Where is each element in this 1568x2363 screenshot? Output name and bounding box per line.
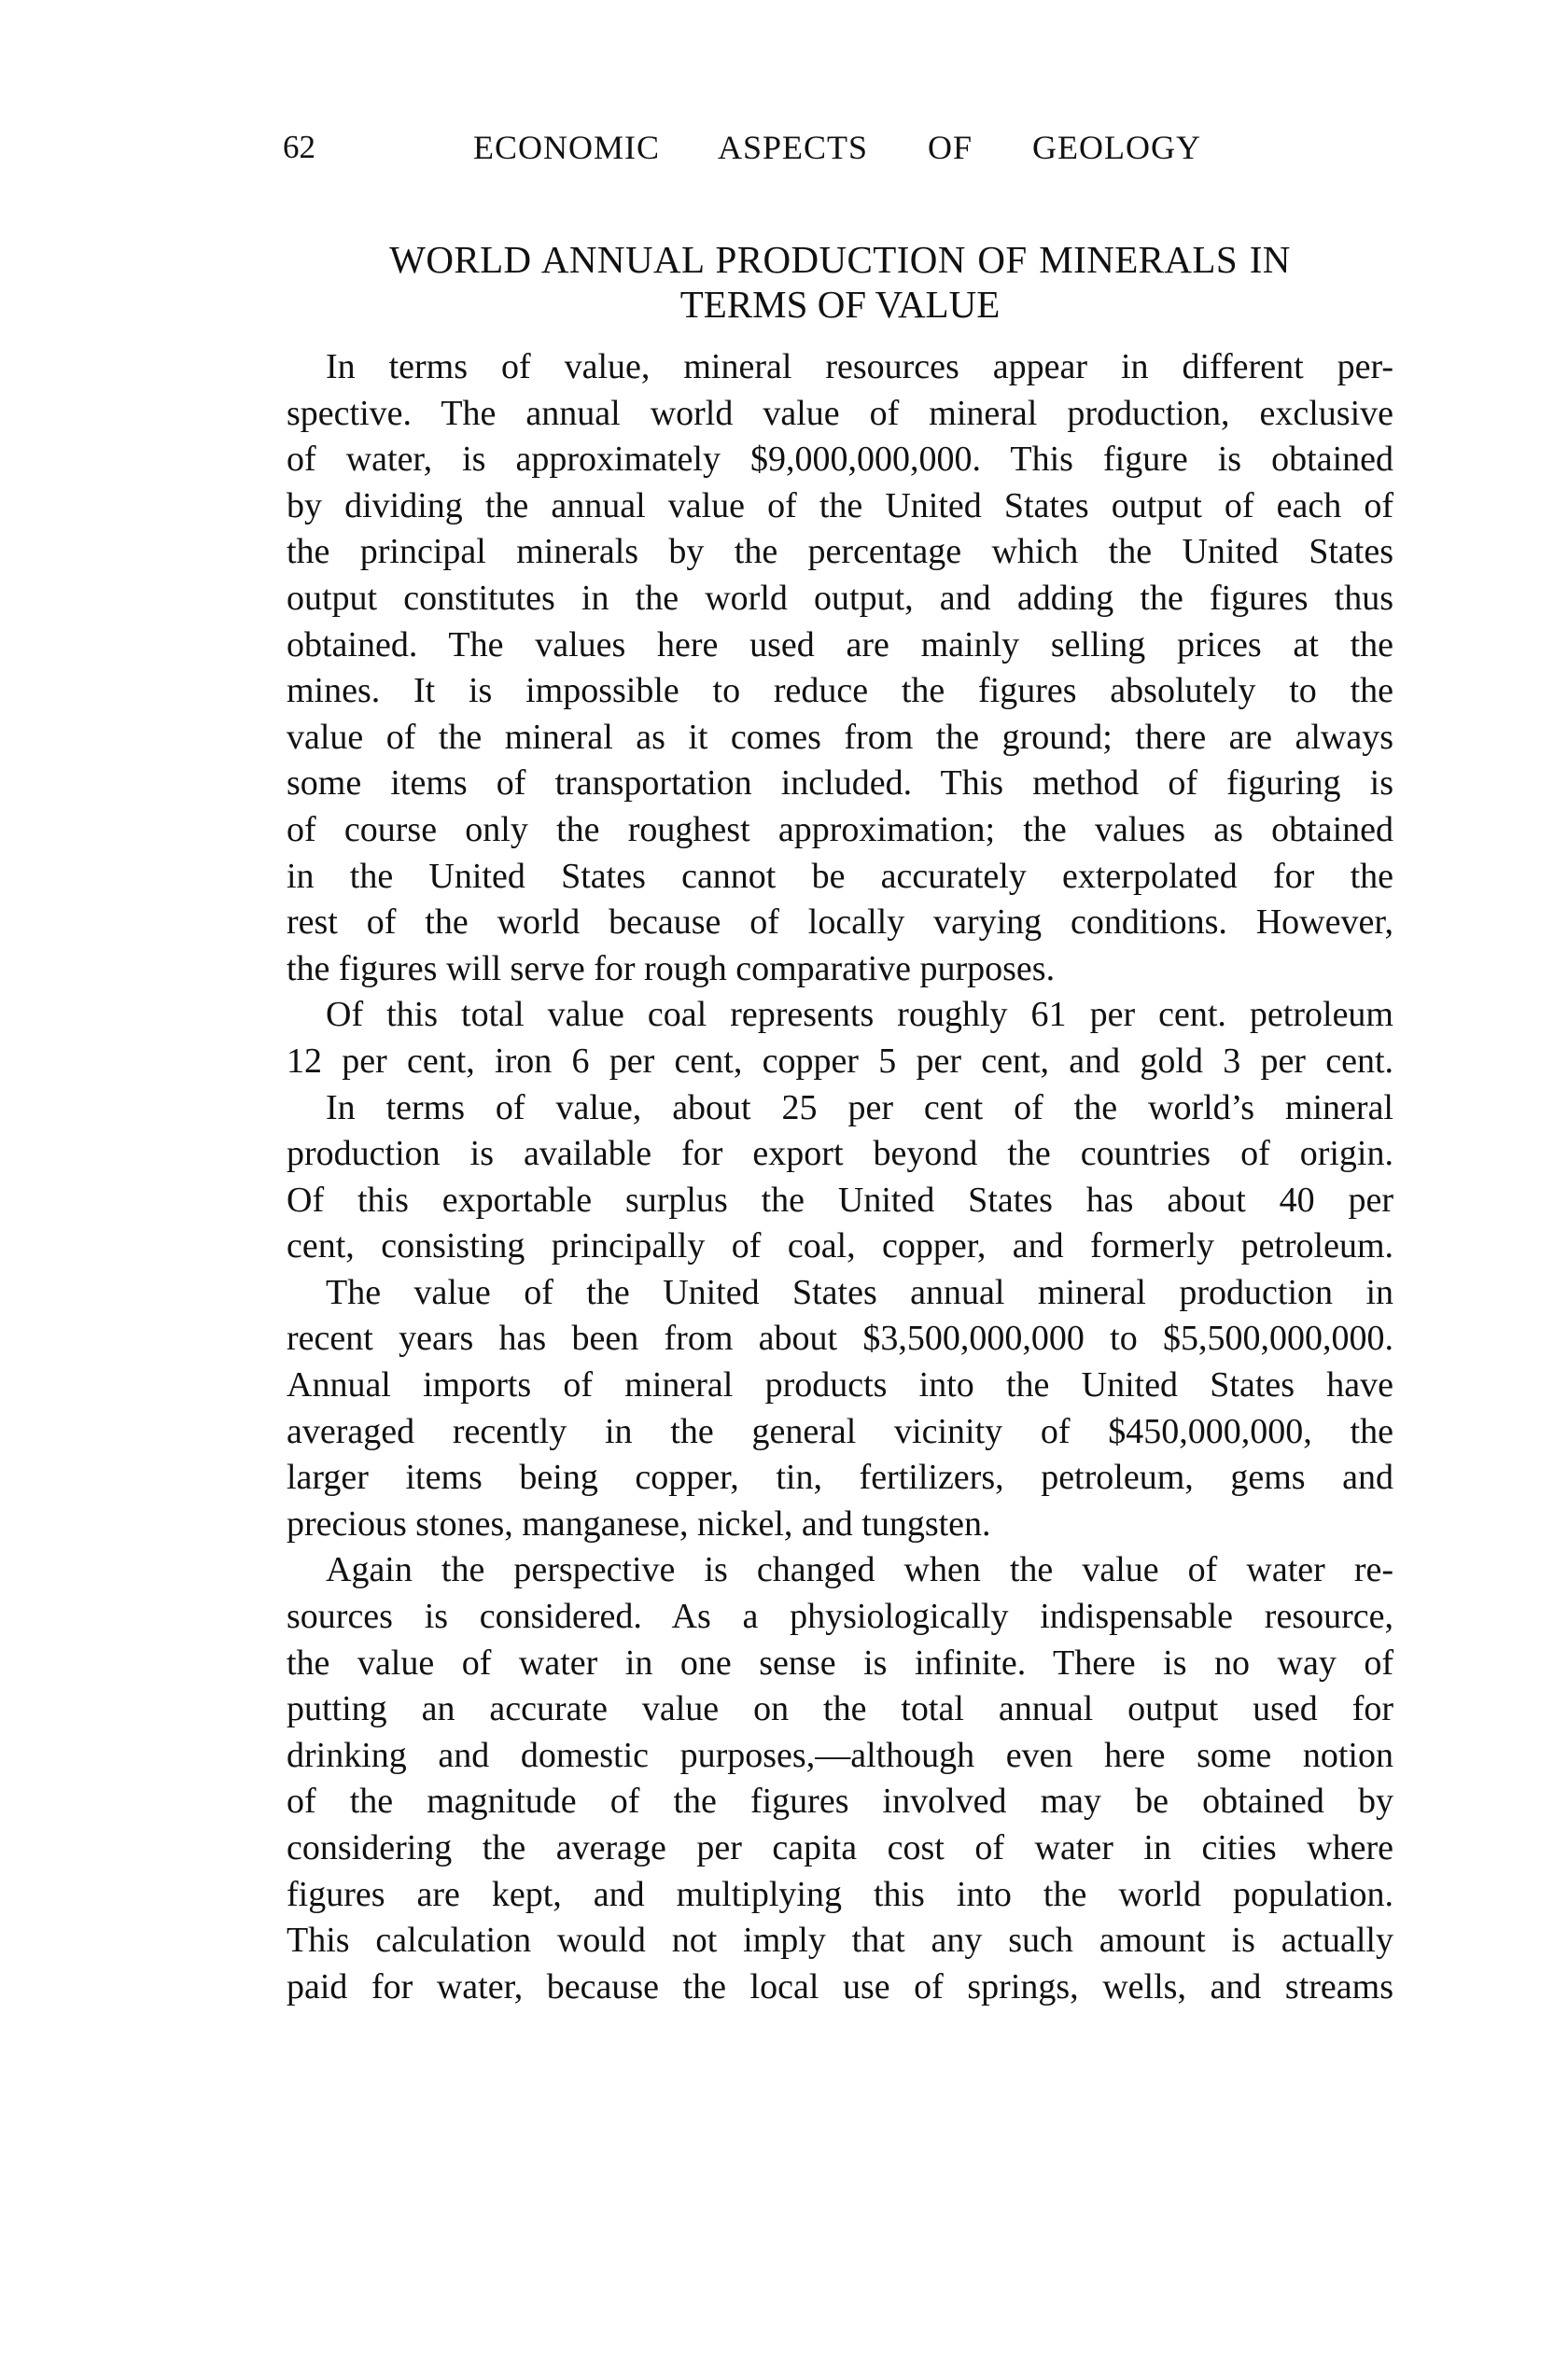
running-head [0,129,1568,166]
text-line: obtained. The values here used are mainly selling prices at the [287,624,1393,664]
text-line: sources is considered. As a physiologically indispensable resource, [287,1597,1393,1637]
text-line: the principal minerals by the percentage which the United States [287,532,1393,572]
paragraph-world-value [287,344,1393,992]
text-line: of course only the roughest approximation; the values as obtained [287,809,1393,849]
text-line: some items of transportation included. This method of figuring is [287,763,1393,804]
text-line: Of this total value coal represents roughly 61 per cent. petroleum [326,995,1393,1035]
text-line: Again the perspective is changed when the value of water re- [326,1550,1393,1590]
paragraph-water-value [287,1547,1393,2010]
text-line: averaged recently in the general vicinity of $450,000,000, the [287,1411,1393,1451]
running-head-title: ECONOMIC ASPECTS OF GEOLOGY [473,129,1201,166]
text-line: mines. It is impossible to reduce the figures absolutely to the [287,671,1393,711]
text-line: Annual imports of mineral products into the United States have [287,1365,1393,1405]
paragraph-us-production [287,1270,1393,1548]
text-line: the figures will serve for rough comparative purposes. [287,948,1056,988]
text-line: the value of water in one sense is infinite. There is no way of [287,1643,1393,1683]
section-title-line: WORLD ANNUAL PRODUCTION OF MINERALS IN [389,238,1291,281]
section-title-line: TERMS OF VALUE [679,283,1001,326]
text-line: putting an accurate value on the total annual output used for [287,1689,1393,1729]
text-line: figures are kept, and multiplying this into the world population. [287,1874,1393,1914]
text-line: cent, consisting principally of coal, copper, and formerly petroleum. [287,1226,1393,1266]
section-title [280,237,1400,327]
text-line: larger items being copper, tin, fertilizers, petroleum, gems and [287,1458,1393,1498]
text-line: by dividing the annual value of the United States output of each of [287,485,1393,525]
text-line: spective. The annual world value of mineral production, exclusive [287,393,1393,433]
text-line: 12 per cent, iron 6 per cent, copper 5 per cent, and gold 3 per cent. [287,1041,1393,1081]
text-line: In terms of value, mineral resources appear in different per- [326,347,1393,386]
text-line: Of this exportable surplus the United States has about 40 per [287,1180,1393,1220]
text-line: value of the mineral as it comes from the ground; there are always [287,717,1393,757]
page-number: 62 [283,129,315,165]
text-line: recent years has been from about $3,500,000,000 to $5,500,000,000. [287,1319,1393,1359]
text-line: of water, is approximately $9,000,000,000. This figure is obtained [287,440,1393,480]
text-line: drinking and domestic purposes,—although even here some notion [287,1735,1393,1775]
paragraph-value-shares [287,992,1393,1084]
text-line: paid for water, because the local use of springs, wells, and streams [287,1966,1393,2006]
text-line: precious stones, manganese, nickel, and tungsten. [287,1503,991,1544]
text-line: considering the average per capita cost of water in cities where [287,1828,1393,1867]
paragraph-export-surplus [287,1085,1393,1270]
text-line: The value of the United States annual mineral production in [326,1272,1393,1312]
text-line: of the magnitude of the figures involved may be obtained by [287,1782,1393,1822]
text-line: output constitutes in the world output, and adding the figures thus [287,578,1393,618]
text-line: rest of the world because of locally varying conditions. However, [287,902,1393,943]
body-text [287,344,1393,2010]
text-line: This calculation would not imply that any such amount is actually [287,1921,1393,1961]
text-line: production is available for export beyond the countries of origin. [287,1134,1393,1174]
text-line: in the United States cannot be accurately exterpolated for the [287,856,1393,896]
text-line: In terms of value, about 25 per cent of the world’s mineral [326,1087,1393,1127]
